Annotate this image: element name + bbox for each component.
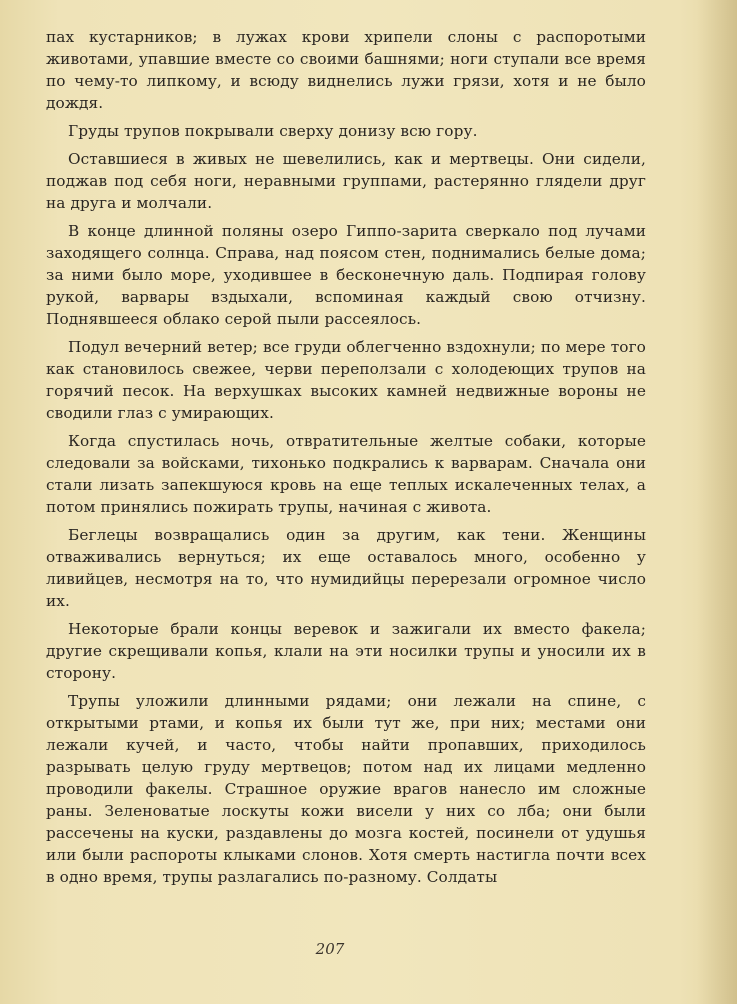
page-number: 207 (315, 940, 345, 958)
paragraph: пах кустарников; в лужах крови хрипели слоны с распоротыми животами, упавшие вместе со своими башнями; ноги ступали все время по чему-то липкому, и всюду виднелись лужи грязи, хотя и не было дождя. (46, 28, 646, 112)
paragraph: Некоторые брали концы веревок и зажигали их вместо факела; другие скрещивали копья, клали на эти носилки трупы и уносили их в сторону. (46, 620, 646, 682)
page-edge-shadow (697, 0, 737, 1004)
paragraph: Груды трупов покрывали сверху донизу всю гору. (68, 122, 478, 140)
paragraph: Когда спустилась ночь, отвратительные желтые собаки, которые следовали за войсками, тихонько подкрались к варварам. Сначала они стали лизать запекшуюся кровь на еще теплых искалеченных телах, а потом принялись пожирать трупы, начиная с живота. (46, 432, 646, 516)
page-text (46, 26, 646, 888)
paragraph: Трупы уложили длинными рядами; они лежали на спине, с открытыми ртами, и копья их были тут же, при них; местами они лежали кучей, и часто, чтобы найти пропавших, приходилось разрывать целую груду мертвецов; потом над их лицами медленно проводили факелы. Страшное оружие врагов нанесло им сложные раны. Зеленоватые лоскуты кожи висели у них со лба; они были рассечены на куски, раздавлены до мозга костей, посинели от удушья или были распороты клыками слонов. Хотя смерть настигла почти всех в одно время, трупы разлагались по-разному. Солдаты (46, 692, 646, 886)
paragraph: Подул вечерний ветер; все груди облегченно вздохнули; по мере того как становилось свежее, черви переползали с холодеющих трупов на горячий песок. На верхушках высоких камней недвижные вороны не сводили глаз с умирающих. (46, 338, 646, 422)
paragraph: Оставшиеся в живых не шевелились, как и мертвецы. Они сидели, поджав под себя ноги, неравными группами, растерянно глядели друг на друга и молчали. (46, 150, 646, 212)
paragraph: Беглецы возвращались один за другим, как тени. Женщины отваживались вернуться; их еще оставалось много, особенно у ливийцев, несмотря на то, что нумидийцы перерезали огромное число их. (46, 526, 646, 610)
paragraph: В конце длинной поляны озеро Гиппо-зарита сверкало под лучами заходящего солнца. Справа, над поясом стен, поднимались белые дома; за ними было море, уходившее в бесконечную даль. Подпирая голову рукой, варвары вздыхали, вспоминая каждый свою отчизну. Поднявшееся облако серой пыли рассеялось. (46, 222, 646, 328)
